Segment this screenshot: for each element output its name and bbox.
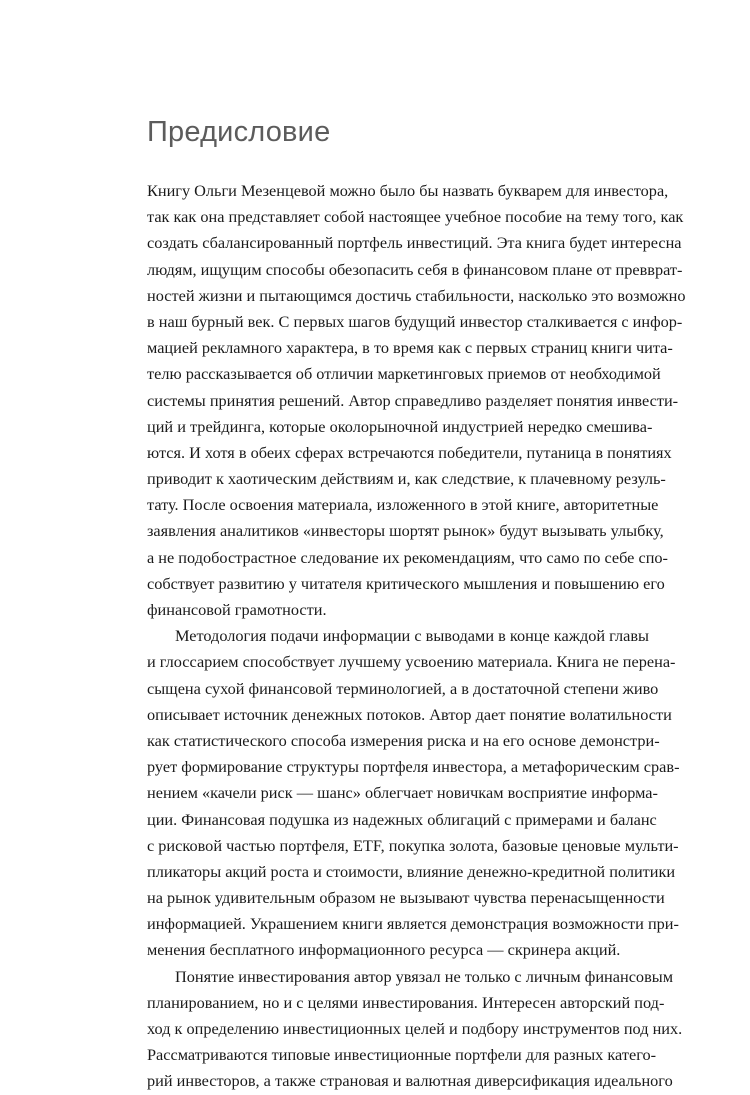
text-line: собствует развитию у читателя критического мышления и повышению его <box>147 573 665 593</box>
paragraph <box>147 964 683 1095</box>
text-line: менения бесплатного информационного ресурса — скринера акций. <box>147 940 621 960</box>
text-line: ции. Финансовая подушка из надежных облигаций с примерами и баланс <box>147 809 657 829</box>
text-line: Понятие инвестирования автор увязал не только с личным финансовым <box>175 966 673 986</box>
text-line: приводит к хаотическим действиям и, как следствие, к плачевному резуль- <box>147 469 666 489</box>
text-line: Рассматриваются типовые инвестиционные портфели для разных катего- <box>147 1045 657 1065</box>
text-line: мацией рекламного характера, в то время как с первых страниц книги чита- <box>147 338 673 358</box>
text-line: людям, ищущим способы обезопасить себя в финансовом плане от превврат- <box>147 259 683 279</box>
text-line: финансовой грамотности. <box>147 600 327 619</box>
text-line: ются. И хотя в обеих сферах встречаются победители, путаница в понятиях <box>147 442 672 462</box>
text-line: Книгу Ольги Мезенцевой можно было бы назвать букварем для инвестора, <box>147 181 669 200</box>
text-line: создать сбалансированный портфель инвестиций. Эта книга будет интересна <box>147 233 682 253</box>
text-line: рует формирование структуры портфеля инвестора, а метафорическим срав- <box>147 757 680 777</box>
paragraph <box>147 623 680 963</box>
text-line: нением «качели риск — шанс» облегчает новичкам восприятие информа- <box>147 783 658 803</box>
text-line: сыщена сухой финансовой терминологией, а в достаточной степени живо <box>147 678 659 698</box>
text-line: так как она представляет собой настоящее учебное пособие на тему того, как <box>147 207 684 227</box>
text-line: как статистического способа измерения риска и на его основе демонстри- <box>147 730 660 750</box>
text-line: телю рассказывается об отличии маркетинговых приемов от необходимой <box>147 364 661 384</box>
text-line: заявления аналитиков «инвесторы шортят рынок» будут вызывать улыбку, <box>147 521 664 541</box>
text-line: с рисковой частью портфеля, ETF, покупка золота, базовые ценовые мульти- <box>147 835 679 855</box>
chapter-heading: Предисловие <box>147 116 331 148</box>
text-line: ход к определению инвестиционных целей и подбору инструментов под них. <box>147 1019 683 1038</box>
text-line: Методология подачи информации с выводами в конце каждой главы <box>175 626 649 646</box>
text-line: и глоссарием способствует лучшему усвоению материала. Книга не перена- <box>147 652 676 672</box>
text-line: в наш бурный век. С первых шагов будущий инвестор сталкивается с инфор- <box>147 311 683 331</box>
text-line: ций и трейдинга, которые околорыночной индустрией нередко смешива- <box>147 416 653 436</box>
text-line: планированием, но и с целями инвестирования. Интересен авторский под- <box>147 992 665 1012</box>
text-line: системы принятия решений. Автор справедливо разделяет понятия инвести- <box>147 390 679 410</box>
text-line: тату. После освоения материала, изложенного в этой книге, авторитетные <box>147 495 659 515</box>
paragraph <box>147 178 686 623</box>
text-line: пликаторы акций роста и стоимости, влияние денежно-кредитной политики <box>147 861 676 881</box>
text-line: описывает источник денежных потоков. Автор дает понятие волатильности <box>147 704 672 724</box>
text-line: ностей жизни и пытающимся достичь стабильности, насколько это возможно <box>147 285 686 305</box>
text-line: рий инвесторов, а также страновая и валютная диверсификация идеального <box>147 1071 673 1091</box>
text-line: информацией. Украшением книги является демонстрация возможности при- <box>147 914 679 934</box>
text-line: а не подобострастное следование их рекомендациям, что само по себе спо- <box>147 547 668 567</box>
text-line: на рынок удивительным образом не вызывают чувства перенасыщенности <box>147 888 665 908</box>
body-text <box>147 178 686 1095</box>
